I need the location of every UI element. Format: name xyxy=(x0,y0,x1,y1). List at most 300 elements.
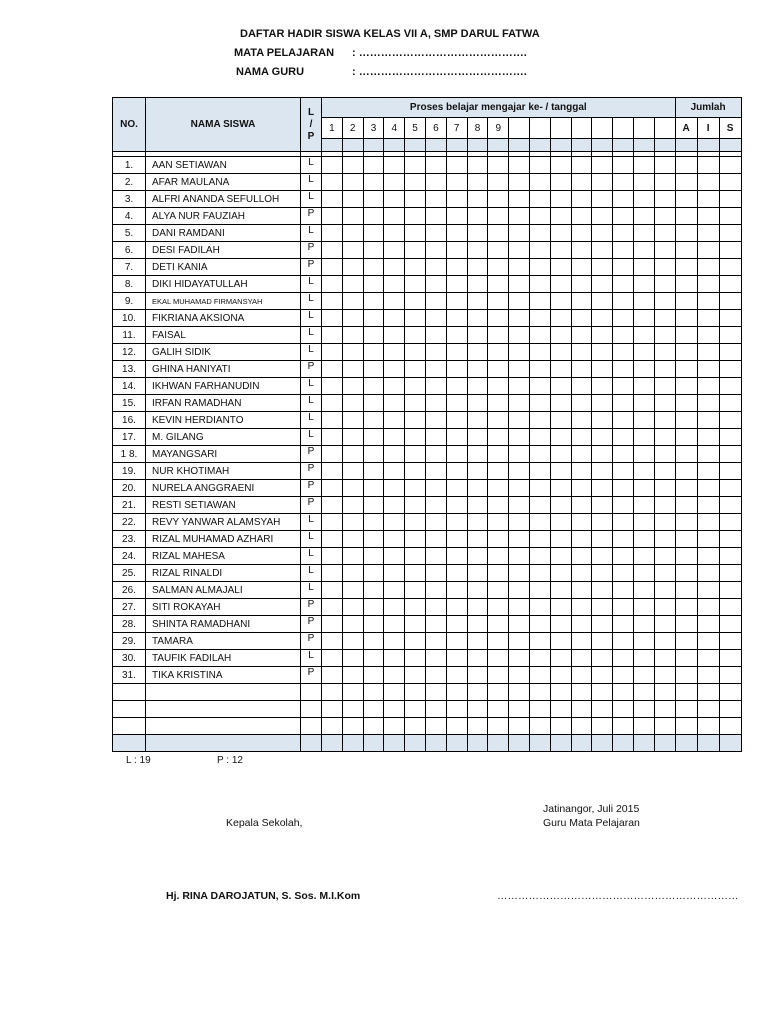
attendance-cell[interactable] xyxy=(633,616,654,633)
attendance-cell[interactable] xyxy=(613,514,634,531)
attendance-cell[interactable] xyxy=(342,157,363,174)
attendance-cell[interactable] xyxy=(633,446,654,463)
empty-cell[interactable] xyxy=(675,718,697,735)
attendance-cell[interactable] xyxy=(529,514,550,531)
attendance-cell[interactable] xyxy=(425,293,446,310)
attendance-cell[interactable] xyxy=(613,548,634,565)
attendance-cell[interactable] xyxy=(363,480,384,497)
attendance-cell[interactable] xyxy=(488,395,509,412)
attendance-cell[interactable] xyxy=(363,276,384,293)
attendance-cell[interactable] xyxy=(571,446,592,463)
empty-cell[interactable] xyxy=(363,718,384,735)
attendance-cell[interactable] xyxy=(550,310,571,327)
empty-cell[interactable] xyxy=(592,684,613,701)
attendance-cell[interactable] xyxy=(509,616,530,633)
attendance-cell[interactable] xyxy=(529,174,550,191)
attendance-cell[interactable] xyxy=(550,582,571,599)
attendance-cell[interactable] xyxy=(719,565,741,582)
attendance-cell[interactable] xyxy=(405,446,426,463)
attendance-cell[interactable] xyxy=(550,616,571,633)
attendance-cell[interactable] xyxy=(550,429,571,446)
attendance-cell[interactable] xyxy=(425,276,446,293)
attendance-cell[interactable] xyxy=(467,327,488,344)
attendance-cell[interactable] xyxy=(467,276,488,293)
attendance-cell[interactable] xyxy=(509,208,530,225)
attendance-cell[interactable] xyxy=(322,548,343,565)
attendance-cell[interactable] xyxy=(363,616,384,633)
attendance-cell[interactable] xyxy=(675,378,697,395)
attendance-cell[interactable] xyxy=(529,633,550,650)
attendance-cell[interactable] xyxy=(654,412,675,429)
attendance-cell[interactable] xyxy=(654,327,675,344)
attendance-cell[interactable] xyxy=(384,242,405,259)
attendance-cell[interactable] xyxy=(633,157,654,174)
attendance-cell[interactable] xyxy=(592,395,613,412)
attendance-cell[interactable] xyxy=(550,327,571,344)
attendance-cell[interactable] xyxy=(697,446,719,463)
attendance-cell[interactable] xyxy=(322,582,343,599)
attendance-cell[interactable] xyxy=(592,157,613,174)
empty-cell[interactable] xyxy=(488,701,509,718)
attendance-cell[interactable] xyxy=(592,446,613,463)
attendance-cell[interactable] xyxy=(467,497,488,514)
attendance-cell[interactable] xyxy=(425,157,446,174)
attendance-cell[interactable] xyxy=(467,395,488,412)
attendance-cell[interactable] xyxy=(405,582,426,599)
attendance-cell[interactable] xyxy=(613,497,634,514)
attendance-cell[interactable] xyxy=(654,310,675,327)
attendance-cell[interactable] xyxy=(633,327,654,344)
attendance-cell[interactable] xyxy=(509,565,530,582)
attendance-cell[interactable] xyxy=(697,157,719,174)
attendance-cell[interactable] xyxy=(719,225,741,242)
attendance-cell[interactable] xyxy=(488,208,509,225)
attendance-cell[interactable] xyxy=(633,463,654,480)
attendance-cell[interactable] xyxy=(425,429,446,446)
attendance-cell[interactable] xyxy=(322,293,343,310)
attendance-cell[interactable] xyxy=(342,480,363,497)
attendance-cell[interactable] xyxy=(405,412,426,429)
attendance-cell[interactable] xyxy=(467,191,488,208)
attendance-cell[interactable] xyxy=(613,480,634,497)
attendance-cell[interactable] xyxy=(425,616,446,633)
attendance-cell[interactable] xyxy=(425,412,446,429)
attendance-cell[interactable] xyxy=(446,616,467,633)
attendance-cell[interactable] xyxy=(467,259,488,276)
empty-cell[interactable] xyxy=(697,718,719,735)
attendance-cell[interactable] xyxy=(571,616,592,633)
attendance-cell[interactable] xyxy=(550,191,571,208)
attendance-cell[interactable] xyxy=(405,378,426,395)
attendance-cell[interactable] xyxy=(384,327,405,344)
attendance-cell[interactable] xyxy=(363,378,384,395)
attendance-cell[interactable] xyxy=(467,208,488,225)
attendance-cell[interactable] xyxy=(571,208,592,225)
attendance-cell[interactable] xyxy=(633,344,654,361)
attendance-cell[interactable] xyxy=(571,412,592,429)
attendance-cell[interactable] xyxy=(509,531,530,548)
attendance-cell[interactable] xyxy=(592,633,613,650)
attendance-cell[interactable] xyxy=(488,361,509,378)
attendance-cell[interactable] xyxy=(509,276,530,293)
attendance-cell[interactable] xyxy=(488,174,509,191)
attendance-cell[interactable] xyxy=(719,191,741,208)
empty-cell[interactable] xyxy=(675,701,697,718)
attendance-cell[interactable] xyxy=(571,633,592,650)
empty-cell[interactable] xyxy=(301,718,322,735)
attendance-cell[interactable] xyxy=(633,429,654,446)
attendance-cell[interactable] xyxy=(550,395,571,412)
attendance-cell[interactable] xyxy=(529,650,550,667)
attendance-cell[interactable] xyxy=(342,429,363,446)
empty-cell[interactable] xyxy=(592,701,613,718)
attendance-cell[interactable] xyxy=(446,276,467,293)
empty-cell[interactable] xyxy=(633,718,654,735)
attendance-cell[interactable] xyxy=(425,650,446,667)
empty-cell[interactable] xyxy=(467,684,488,701)
attendance-cell[interactable] xyxy=(342,361,363,378)
attendance-cell[interactable] xyxy=(550,378,571,395)
attendance-cell[interactable] xyxy=(384,429,405,446)
attendance-cell[interactable] xyxy=(550,412,571,429)
attendance-cell[interactable] xyxy=(488,633,509,650)
attendance-cell[interactable] xyxy=(613,395,634,412)
empty-cell[interactable] xyxy=(425,684,446,701)
attendance-cell[interactable] xyxy=(509,514,530,531)
attendance-cell[interactable] xyxy=(446,429,467,446)
attendance-cell[interactable] xyxy=(697,293,719,310)
attendance-cell[interactable] xyxy=(571,225,592,242)
attendance-cell[interactable] xyxy=(697,191,719,208)
attendance-cell[interactable] xyxy=(446,599,467,616)
attendance-cell[interactable] xyxy=(363,191,384,208)
attendance-cell[interactable] xyxy=(654,531,675,548)
attendance-cell[interactable] xyxy=(675,429,697,446)
attendance-cell[interactable] xyxy=(719,293,741,310)
attendance-cell[interactable] xyxy=(675,667,697,684)
attendance-cell[interactable] xyxy=(550,174,571,191)
empty-cell[interactable] xyxy=(113,701,146,718)
attendance-cell[interactable] xyxy=(384,310,405,327)
attendance-cell[interactable] xyxy=(675,327,697,344)
attendance-cell[interactable] xyxy=(697,531,719,548)
attendance-cell[interactable] xyxy=(322,327,343,344)
attendance-cell[interactable] xyxy=(488,157,509,174)
attendance-cell[interactable] xyxy=(719,412,741,429)
attendance-cell[interactable] xyxy=(529,361,550,378)
attendance-cell[interactable] xyxy=(446,514,467,531)
attendance-cell[interactable] xyxy=(488,616,509,633)
empty-cell[interactable] xyxy=(509,684,530,701)
attendance-cell[interactable] xyxy=(488,582,509,599)
attendance-cell[interactable] xyxy=(446,650,467,667)
attendance-cell[interactable] xyxy=(363,174,384,191)
attendance-cell[interactable] xyxy=(633,497,654,514)
attendance-cell[interactable] xyxy=(654,276,675,293)
attendance-cell[interactable] xyxy=(488,276,509,293)
attendance-cell[interactable] xyxy=(571,497,592,514)
attendance-cell[interactable] xyxy=(446,293,467,310)
attendance-cell[interactable] xyxy=(342,565,363,582)
attendance-cell[interactable] xyxy=(550,259,571,276)
attendance-cell[interactable] xyxy=(509,225,530,242)
attendance-cell[interactable] xyxy=(719,310,741,327)
attendance-cell[interactable] xyxy=(592,259,613,276)
attendance-cell[interactable] xyxy=(363,259,384,276)
attendance-cell[interactable] xyxy=(509,242,530,259)
attendance-cell[interactable] xyxy=(529,276,550,293)
attendance-cell[interactable] xyxy=(384,480,405,497)
attendance-cell[interactable] xyxy=(613,259,634,276)
attendance-cell[interactable] xyxy=(405,259,426,276)
attendance-cell[interactable] xyxy=(405,514,426,531)
empty-cell[interactable] xyxy=(342,701,363,718)
attendance-cell[interactable] xyxy=(633,310,654,327)
attendance-cell[interactable] xyxy=(425,446,446,463)
attendance-cell[interactable] xyxy=(654,650,675,667)
attendance-cell[interactable] xyxy=(675,650,697,667)
attendance-cell[interactable] xyxy=(322,531,343,548)
attendance-cell[interactable] xyxy=(592,242,613,259)
empty-cell[interactable] xyxy=(363,701,384,718)
attendance-cell[interactable] xyxy=(675,174,697,191)
attendance-cell[interactable] xyxy=(363,514,384,531)
attendance-cell[interactable] xyxy=(488,378,509,395)
attendance-cell[interactable] xyxy=(342,344,363,361)
attendance-cell[interactable] xyxy=(675,514,697,531)
empty-cell[interactable] xyxy=(613,684,634,701)
attendance-cell[interactable] xyxy=(571,650,592,667)
attendance-cell[interactable] xyxy=(654,667,675,684)
attendance-cell[interactable] xyxy=(529,157,550,174)
attendance-cell[interactable] xyxy=(425,242,446,259)
attendance-cell[interactable] xyxy=(363,633,384,650)
attendance-cell[interactable] xyxy=(363,225,384,242)
empty-cell[interactable] xyxy=(675,684,697,701)
attendance-cell[interactable] xyxy=(425,191,446,208)
attendance-cell[interactable] xyxy=(697,327,719,344)
attendance-cell[interactable] xyxy=(405,276,426,293)
attendance-cell[interactable] xyxy=(654,582,675,599)
attendance-cell[interactable] xyxy=(697,548,719,565)
attendance-cell[interactable] xyxy=(697,633,719,650)
attendance-cell[interactable] xyxy=(425,548,446,565)
attendance-cell[interactable] xyxy=(571,582,592,599)
attendance-cell[interactable] xyxy=(633,361,654,378)
attendance-cell[interactable] xyxy=(592,310,613,327)
empty-cell[interactable] xyxy=(633,684,654,701)
attendance-cell[interactable] xyxy=(550,599,571,616)
attendance-cell[interactable] xyxy=(654,378,675,395)
attendance-cell[interactable] xyxy=(384,412,405,429)
attendance-cell[interactable] xyxy=(405,191,426,208)
attendance-cell[interactable] xyxy=(405,225,426,242)
attendance-cell[interactable] xyxy=(425,497,446,514)
attendance-cell[interactable] xyxy=(467,378,488,395)
empty-cell[interactable] xyxy=(322,701,343,718)
attendance-cell[interactable] xyxy=(488,565,509,582)
attendance-cell[interactable] xyxy=(613,633,634,650)
attendance-cell[interactable] xyxy=(405,293,426,310)
attendance-cell[interactable] xyxy=(529,599,550,616)
attendance-cell[interactable] xyxy=(363,310,384,327)
attendance-cell[interactable] xyxy=(592,225,613,242)
attendance-cell[interactable] xyxy=(675,446,697,463)
attendance-cell[interactable] xyxy=(405,463,426,480)
attendance-cell[interactable] xyxy=(592,293,613,310)
attendance-cell[interactable] xyxy=(613,191,634,208)
attendance-cell[interactable] xyxy=(509,310,530,327)
attendance-cell[interactable] xyxy=(322,446,343,463)
empty-cell[interactable] xyxy=(488,718,509,735)
attendance-cell[interactable] xyxy=(467,599,488,616)
attendance-cell[interactable] xyxy=(571,310,592,327)
empty-cell[interactable] xyxy=(322,718,343,735)
attendance-cell[interactable] xyxy=(719,463,741,480)
attendance-cell[interactable] xyxy=(719,344,741,361)
attendance-cell[interactable] xyxy=(675,259,697,276)
attendance-cell[interactable] xyxy=(363,293,384,310)
attendance-cell[interactable] xyxy=(654,259,675,276)
attendance-cell[interactable] xyxy=(675,293,697,310)
attendance-cell[interactable] xyxy=(425,327,446,344)
attendance-cell[interactable] xyxy=(384,276,405,293)
attendance-cell[interactable] xyxy=(488,242,509,259)
attendance-cell[interactable] xyxy=(363,650,384,667)
attendance-cell[interactable] xyxy=(571,242,592,259)
attendance-cell[interactable] xyxy=(592,616,613,633)
attendance-cell[interactable] xyxy=(675,565,697,582)
attendance-cell[interactable] xyxy=(571,378,592,395)
attendance-cell[interactable] xyxy=(719,378,741,395)
attendance-cell[interactable] xyxy=(342,463,363,480)
attendance-cell[interactable] xyxy=(322,361,343,378)
attendance-cell[interactable] xyxy=(675,412,697,429)
attendance-cell[interactable] xyxy=(322,225,343,242)
attendance-cell[interactable] xyxy=(613,412,634,429)
attendance-cell[interactable] xyxy=(509,497,530,514)
attendance-cell[interactable] xyxy=(384,514,405,531)
attendance-cell[interactable] xyxy=(322,633,343,650)
attendance-cell[interactable] xyxy=(529,293,550,310)
attendance-cell[interactable] xyxy=(529,191,550,208)
attendance-cell[interactable] xyxy=(425,208,446,225)
attendance-cell[interactable] xyxy=(342,412,363,429)
attendance-cell[interactable] xyxy=(697,565,719,582)
attendance-cell[interactable] xyxy=(384,361,405,378)
attendance-cell[interactable] xyxy=(529,208,550,225)
attendance-cell[interactable] xyxy=(697,378,719,395)
attendance-cell[interactable] xyxy=(446,463,467,480)
attendance-cell[interactable] xyxy=(675,582,697,599)
attendance-cell[interactable] xyxy=(342,514,363,531)
attendance-cell[interactable] xyxy=(550,548,571,565)
empty-cell[interactable] xyxy=(425,718,446,735)
attendance-cell[interactable] xyxy=(446,225,467,242)
attendance-cell[interactable] xyxy=(384,616,405,633)
attendance-cell[interactable] xyxy=(342,548,363,565)
attendance-cell[interactable] xyxy=(446,565,467,582)
attendance-cell[interactable] xyxy=(405,548,426,565)
attendance-cell[interactable] xyxy=(675,531,697,548)
attendance-cell[interactable] xyxy=(467,293,488,310)
attendance-cell[interactable] xyxy=(384,667,405,684)
attendance-cell[interactable] xyxy=(446,157,467,174)
attendance-cell[interactable] xyxy=(592,378,613,395)
attendance-cell[interactable] xyxy=(613,242,634,259)
attendance-cell[interactable] xyxy=(322,208,343,225)
attendance-cell[interactable] xyxy=(550,463,571,480)
attendance-cell[interactable] xyxy=(384,446,405,463)
attendance-cell[interactable] xyxy=(697,344,719,361)
attendance-cell[interactable] xyxy=(697,276,719,293)
attendance-cell[interactable] xyxy=(488,463,509,480)
attendance-cell[interactable] xyxy=(509,480,530,497)
attendance-cell[interactable] xyxy=(654,395,675,412)
attendance-cell[interactable] xyxy=(384,599,405,616)
empty-cell[interactable] xyxy=(146,701,301,718)
attendance-cell[interactable] xyxy=(384,259,405,276)
attendance-cell[interactable] xyxy=(446,395,467,412)
attendance-cell[interactable] xyxy=(467,548,488,565)
attendance-cell[interactable] xyxy=(467,650,488,667)
attendance-cell[interactable] xyxy=(509,191,530,208)
attendance-cell[interactable] xyxy=(675,242,697,259)
attendance-cell[interactable] xyxy=(509,599,530,616)
attendance-cell[interactable] xyxy=(571,599,592,616)
attendance-cell[interactable] xyxy=(719,242,741,259)
attendance-cell[interactable] xyxy=(363,582,384,599)
attendance-cell[interactable] xyxy=(384,463,405,480)
attendance-cell[interactable] xyxy=(613,531,634,548)
attendance-cell[interactable] xyxy=(654,174,675,191)
attendance-cell[interactable] xyxy=(571,429,592,446)
attendance-cell[interactable] xyxy=(405,565,426,582)
attendance-cell[interactable] xyxy=(363,344,384,361)
empty-cell[interactable] xyxy=(697,701,719,718)
attendance-cell[interactable] xyxy=(467,310,488,327)
attendance-cell[interactable] xyxy=(697,310,719,327)
empty-cell[interactable] xyxy=(571,684,592,701)
attendance-cell[interactable] xyxy=(384,497,405,514)
attendance-cell[interactable] xyxy=(719,582,741,599)
attendance-cell[interactable] xyxy=(322,616,343,633)
empty-cell[interactable] xyxy=(446,718,467,735)
attendance-cell[interactable] xyxy=(509,548,530,565)
empty-cell[interactable] xyxy=(529,701,550,718)
attendance-cell[interactable] xyxy=(322,667,343,684)
attendance-cell[interactable] xyxy=(363,497,384,514)
attendance-cell[interactable] xyxy=(697,616,719,633)
attendance-cell[interactable] xyxy=(529,310,550,327)
empty-cell[interactable] xyxy=(342,718,363,735)
attendance-cell[interactable] xyxy=(633,650,654,667)
empty-cell[interactable] xyxy=(719,718,741,735)
attendance-cell[interactable] xyxy=(571,344,592,361)
attendance-cell[interactable] xyxy=(697,208,719,225)
attendance-cell[interactable] xyxy=(405,242,426,259)
attendance-cell[interactable] xyxy=(509,378,530,395)
attendance-cell[interactable] xyxy=(550,514,571,531)
attendance-cell[interactable] xyxy=(467,463,488,480)
attendance-cell[interactable] xyxy=(529,446,550,463)
attendance-cell[interactable] xyxy=(384,174,405,191)
attendance-cell[interactable] xyxy=(488,310,509,327)
attendance-cell[interactable] xyxy=(719,208,741,225)
attendance-cell[interactable] xyxy=(342,616,363,633)
attendance-cell[interactable] xyxy=(405,429,426,446)
attendance-cell[interactable] xyxy=(654,242,675,259)
